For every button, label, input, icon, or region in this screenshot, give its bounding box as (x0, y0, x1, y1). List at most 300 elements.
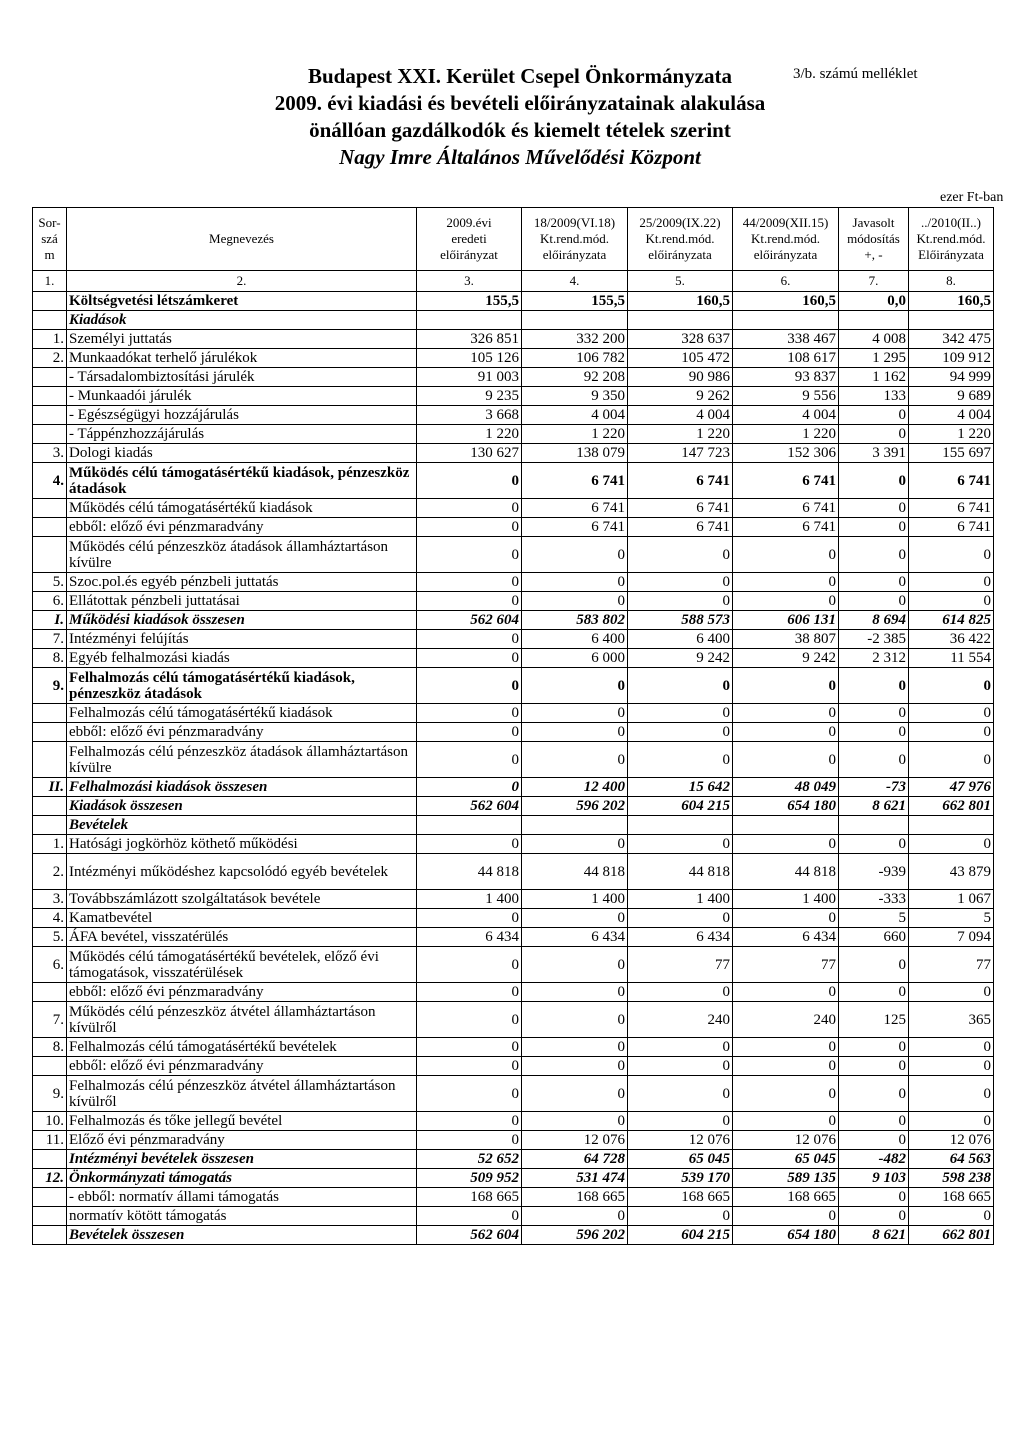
row-number: 4. (33, 463, 67, 499)
row-number: 8. (33, 1038, 67, 1057)
title-line-2: 2009. évi kiadási és bevételi előirányzatainak alakulása (274, 91, 766, 115)
row-label: Egyéb felhalmozási kiadás (67, 649, 417, 668)
row-value-col-6: 0 (733, 1057, 839, 1076)
row-value-col-4: 1 400 (522, 890, 628, 909)
row-value-col-5: 6 741 (628, 463, 733, 499)
row-value-col-5: 0 (628, 668, 733, 704)
row-value-col-8: 0 (909, 1076, 994, 1112)
row-value-col-3: 0 (417, 742, 522, 778)
row-number (33, 816, 67, 835)
row-value-col-6: 44 818 (733, 854, 839, 890)
row-value-col-8: 6 741 (909, 463, 994, 499)
table-row (33, 890, 994, 909)
row-value-col-7: -333 (839, 890, 909, 909)
table-row (33, 649, 994, 668)
row-number (33, 292, 67, 311)
table-row (33, 704, 994, 723)
table-row (33, 909, 994, 928)
row-value-col-6: 0 (733, 742, 839, 778)
table-row (33, 1131, 994, 1150)
colnum-4: 4. (522, 271, 628, 292)
table-row (33, 1112, 994, 1131)
row-label: Működési kiadások összesen (67, 611, 417, 630)
table-row (33, 1207, 994, 1226)
row-value-col-8: 0 (909, 742, 994, 778)
table-row (33, 592, 994, 611)
row-number (33, 1207, 67, 1226)
row-number: 5. (33, 573, 67, 592)
row-value-col-8: 0 (909, 835, 994, 854)
row-value-col-6: 6 741 (733, 499, 839, 518)
row-value-col-8: 0 (909, 537, 994, 573)
row-number: 8. (33, 649, 67, 668)
table-row (33, 537, 994, 573)
row-value-col-5: 0 (628, 742, 733, 778)
row-value-col-6 (733, 311, 839, 330)
row-value-col-4 (522, 311, 628, 330)
row-value-col-6: 0 (733, 537, 839, 573)
row-label: Felhalmozás célú pénzeszköz átadások államháztartáson kívülre (67, 742, 417, 778)
colnum-5: 5. (628, 271, 733, 292)
row-value-col-5: 147 723 (628, 444, 733, 463)
row-label: Intézményi bevételek összesen (67, 1150, 417, 1169)
row-value-col-8: 5 (909, 909, 994, 928)
row-value-col-3: 0 (417, 835, 522, 854)
row-number: 2. (33, 349, 67, 368)
row-value-col-3: 0 (417, 537, 522, 573)
row-value-col-6: 160,5 (733, 292, 839, 311)
row-value-col-7: 0 (839, 835, 909, 854)
row-value-col-6: 38 807 (733, 630, 839, 649)
row-value-col-7: 0 (839, 1207, 909, 1226)
row-value-col-8: 0 (909, 983, 994, 1002)
row-value-col-5: 90 986 (628, 368, 733, 387)
row-value-col-4: 155,5 (522, 292, 628, 311)
row-number: 4. (33, 909, 67, 928)
row-label: ebből: előző évi pénzmaradvány (67, 1057, 417, 1076)
row-value-col-8: 109 912 (909, 349, 994, 368)
row-label: ÁFA bevétel, visszatérülés (67, 928, 417, 947)
row-value-col-7: 0 (839, 425, 909, 444)
row-number (33, 406, 67, 425)
row-number: 2. (33, 854, 67, 890)
row-value-col-3: 326 851 (417, 330, 522, 349)
row-value-col-8: 0 (909, 1207, 994, 1226)
row-value-col-6: 9 556 (733, 387, 839, 406)
row-value-col-4: 0 (522, 947, 628, 983)
row-value-col-4: 0 (522, 1076, 628, 1112)
row-label: Munkaadókat terhelő járulékok (67, 349, 417, 368)
table-row (33, 311, 994, 330)
table-row (33, 1150, 994, 1169)
row-value-col-8: 12 076 (909, 1131, 994, 1150)
row-value-col-3: 0 (417, 649, 522, 668)
row-number: 1. (33, 330, 67, 349)
row-value-col-3: 168 665 (417, 1188, 522, 1207)
row-label: Működés célú támogatásértékű bevételek, előző évi támogatások, visszatérülések (67, 947, 417, 983)
row-value-col-4: 9 350 (522, 387, 628, 406)
row-value-col-6: 12 076 (733, 1131, 839, 1150)
row-value-col-4: 0 (522, 537, 628, 573)
row-value-col-4: 0 (522, 1002, 628, 1038)
row-number (33, 499, 67, 518)
table-row (33, 630, 994, 649)
row-value-col-6: 0 (733, 723, 839, 742)
row-value-col-4: 4 004 (522, 406, 628, 425)
row-value-col-5: 65 045 (628, 1150, 733, 1169)
table-row (33, 518, 994, 537)
row-value-col-7: 8 621 (839, 797, 909, 816)
row-value-col-7: -939 (839, 854, 909, 890)
table-row (33, 406, 994, 425)
row-number: I. (33, 611, 67, 630)
table-row (33, 499, 994, 518)
row-value-col-3: 1 400 (417, 890, 522, 909)
row-value-col-4: 0 (522, 909, 628, 928)
row-value-col-4: 531 474 (522, 1169, 628, 1188)
header-mod-1: 18/2009(VI.18) Kt.rend.mód. előirányzata (522, 208, 628, 271)
row-value-col-7: 0 (839, 406, 909, 425)
row-value-col-3: 6 434 (417, 928, 522, 947)
row-value-col-4 (522, 816, 628, 835)
row-value-col-8: 77 (909, 947, 994, 983)
table-row (33, 928, 994, 947)
row-value-col-7: -73 (839, 778, 909, 797)
row-label: Felhalmozás és tőke jellegű bevétel (67, 1112, 417, 1131)
table-row (33, 463, 994, 499)
row-value-col-7: 0 (839, 1188, 909, 1207)
row-number (33, 368, 67, 387)
row-value-col-6: 589 135 (733, 1169, 839, 1188)
row-value-col-7: 0 (839, 1112, 909, 1131)
row-number (33, 1150, 67, 1169)
row-value-col-8: 1 067 (909, 890, 994, 909)
row-number: II. (33, 778, 67, 797)
row-value-col-3: 155,5 (417, 292, 522, 311)
table-header (33, 208, 994, 292)
row-value-col-8: 0 (909, 668, 994, 704)
row-value-col-6: 48 049 (733, 778, 839, 797)
row-number (33, 983, 67, 1002)
row-value-col-4: 12 076 (522, 1131, 628, 1150)
row-value-col-5: 0 (628, 573, 733, 592)
table-row (33, 854, 994, 890)
row-value-col-6: 77 (733, 947, 839, 983)
row-value-col-6: 1 220 (733, 425, 839, 444)
table-row (33, 983, 994, 1002)
row-value-col-7: 0 (839, 1038, 909, 1057)
row-value-col-8: 662 801 (909, 797, 994, 816)
row-number: 9. (33, 668, 67, 704)
table-row (33, 778, 994, 797)
row-number: 7. (33, 630, 67, 649)
row-value-col-3: 0 (417, 947, 522, 983)
row-label: Kiadások összesen (67, 797, 417, 816)
row-value-col-3: 0 (417, 668, 522, 704)
row-value-col-3: 1 220 (417, 425, 522, 444)
row-value-col-7: 0 (839, 947, 909, 983)
row-value-col-3: 44 818 (417, 854, 522, 890)
row-label: - ebből: normatív állami támogatás (67, 1188, 417, 1207)
row-value-col-8: 9 689 (909, 387, 994, 406)
row-value-col-8: 36 422 (909, 630, 994, 649)
budget-table (32, 207, 994, 1245)
row-value-col-4: 106 782 (522, 349, 628, 368)
table-row (33, 611, 994, 630)
row-value-col-5: 105 472 (628, 349, 733, 368)
row-value-col-5: 0 (628, 1038, 733, 1057)
row-value-col-5: 12 076 (628, 1131, 733, 1150)
row-value-col-7: 0 (839, 1057, 909, 1076)
row-value-col-6: 93 837 (733, 368, 839, 387)
row-value-col-3: 562 604 (417, 611, 522, 630)
row-number: 7. (33, 1002, 67, 1038)
header-mod-2: 25/2009(IX.22) Kt.rend.mód. előirányzata (628, 208, 733, 271)
row-value-col-5: 588 573 (628, 611, 733, 630)
row-value-col-8: 0 (909, 573, 994, 592)
row-label: - Táppénzhozzájárulás (67, 425, 417, 444)
row-value-col-6: 6 741 (733, 518, 839, 537)
row-label: - Társadalombiztosítási járulék (67, 368, 417, 387)
row-value-col-8: 43 879 (909, 854, 994, 890)
row-value-col-6: 0 (733, 983, 839, 1002)
row-label: Költségvetési létszámkeret (67, 292, 417, 311)
row-number (33, 704, 67, 723)
row-value-col-3: 0 (417, 1076, 522, 1112)
table-row (33, 723, 994, 742)
row-value-col-6: 654 180 (733, 1226, 839, 1245)
row-label: Dologi kiadás (67, 444, 417, 463)
row-value-col-4: 0 (522, 1038, 628, 1057)
row-value-col-8: 365 (909, 1002, 994, 1038)
row-number (33, 1226, 67, 1245)
row-value-col-6: 152 306 (733, 444, 839, 463)
row-number (33, 797, 67, 816)
row-value-col-7: 0 (839, 499, 909, 518)
row-value-col-6: 6 434 (733, 928, 839, 947)
table-row (33, 797, 994, 816)
row-value-col-3: 3 668 (417, 406, 522, 425)
row-value-col-7: -482 (839, 1150, 909, 1169)
table-row (33, 444, 994, 463)
row-value-col-5 (628, 311, 733, 330)
row-value-col-3: 0 (417, 983, 522, 1002)
row-value-col-7: 0 (839, 592, 909, 611)
row-value-col-5: 0 (628, 723, 733, 742)
row-label: Működés célú pénzeszköz átadások államháztartáson kívülre (67, 537, 417, 573)
row-value-col-6: 0 (733, 1112, 839, 1131)
row-label: Működés célú támogatásértékű kiadások, pénzeszköz átadások (67, 463, 417, 499)
colnum-6: 6. (733, 271, 839, 292)
row-value-col-7: 4 008 (839, 330, 909, 349)
row-label: Felhalmozás célú pénzeszköz átvétel államháztartáson kívülről (67, 1076, 417, 1112)
row-value-col-5: 6 434 (628, 928, 733, 947)
title-line-3: önállóan gazdálkodók és kiemelt tételek szerint (309, 118, 731, 142)
row-value-col-5: 77 (628, 947, 733, 983)
row-value-col-6: 4 004 (733, 406, 839, 425)
row-value-col-7: 9 103 (839, 1169, 909, 1188)
row-value-col-4: 596 202 (522, 797, 628, 816)
row-value-col-3: 0 (417, 463, 522, 499)
row-value-col-7: 0 (839, 537, 909, 573)
row-value-col-8: 342 475 (909, 330, 994, 349)
row-number (33, 723, 67, 742)
row-number (33, 1188, 67, 1207)
table-row (33, 835, 994, 854)
row-value-col-3 (417, 311, 522, 330)
row-value-col-6: 0 (733, 668, 839, 704)
row-value-col-5: 160,5 (628, 292, 733, 311)
row-label: - Munkaadói járulék (67, 387, 417, 406)
table-row (33, 387, 994, 406)
row-value-col-3: 0 (417, 1038, 522, 1057)
row-value-col-4: 332 200 (522, 330, 628, 349)
row-value-col-5: 44 818 (628, 854, 733, 890)
row-value-col-3 (417, 816, 522, 835)
row-number (33, 1057, 67, 1076)
document-title-block (200, 63, 840, 171)
row-value-col-7: 5 (839, 909, 909, 928)
row-value-col-5: 9 242 (628, 649, 733, 668)
annex-number: 3/b. számú melléklet (793, 66, 918, 82)
row-value-col-7: 133 (839, 387, 909, 406)
row-value-col-5: 604 215 (628, 797, 733, 816)
row-label: Bevételek összesen (67, 1226, 417, 1245)
row-label: Bevételek (67, 816, 417, 835)
row-value-col-4: 6 400 (522, 630, 628, 649)
row-value-col-4: 0 (522, 704, 628, 723)
row-value-col-3: 509 952 (417, 1169, 522, 1188)
row-value-col-5: 0 (628, 592, 733, 611)
header-mod-3: 44/2009(XII.15) Kt.rend.mód. előirányzata (733, 208, 839, 271)
row-value-col-7: 0 (839, 1076, 909, 1112)
table-row (33, 1169, 994, 1188)
row-label: ebből: előző évi pénzmaradvány (67, 518, 417, 537)
row-label: normatív kötött támogatás (67, 1207, 417, 1226)
row-value-col-6: 606 131 (733, 611, 839, 630)
row-number: 3. (33, 444, 67, 463)
row-label: ebből: előző évi pénzmaradvány (67, 723, 417, 742)
row-label: Ellátottak pénzbeli juttatásai (67, 592, 417, 611)
row-value-col-8: 160,5 (909, 292, 994, 311)
row-value-col-8: 0 (909, 704, 994, 723)
row-value-col-4: 168 665 (522, 1188, 628, 1207)
row-value-col-5: 168 665 (628, 1188, 733, 1207)
colnum-3: 3. (417, 271, 522, 292)
row-value-col-3: 562 604 (417, 797, 522, 816)
row-label: Hatósági jogkörhöz köthető működési (67, 835, 417, 854)
row-value-col-4: 92 208 (522, 368, 628, 387)
row-value-col-6: 0 (733, 1076, 839, 1112)
row-label: Személyi juttatás (67, 330, 417, 349)
row-value-col-7: 3 391 (839, 444, 909, 463)
row-label: Működés célú pénzeszköz átvétel államháztartáson kívülről (67, 1002, 417, 1038)
table-row (33, 292, 994, 311)
table-row (33, 1057, 994, 1076)
institution-name: Nagy Imre Általános Művelődési Központ (339, 145, 701, 169)
table-row (33, 425, 994, 444)
row-label: Felhalmozási kiadások összesen (67, 778, 417, 797)
row-number: 1. (33, 835, 67, 854)
row-value-col-5: 328 637 (628, 330, 733, 349)
row-value-col-5 (628, 816, 733, 835)
row-value-col-7: 0 (839, 704, 909, 723)
table-row (33, 1002, 994, 1038)
row-value-col-7: 0 (839, 463, 909, 499)
row-value-col-4: 0 (522, 573, 628, 592)
row-value-col-5: 1 400 (628, 890, 733, 909)
row-label: Szoc.pol.és egyéb pénzbeli juttatás (67, 573, 417, 592)
colnum-7: 7. (839, 271, 909, 292)
row-value-col-5: 0 (628, 1076, 733, 1112)
row-value-col-4: 0 (522, 1207, 628, 1226)
header-row-number: Sor- szá m (33, 208, 67, 271)
table-row (33, 573, 994, 592)
row-value-col-3: 91 003 (417, 368, 522, 387)
row-number: 6. (33, 592, 67, 611)
row-value-col-5: 0 (628, 1112, 733, 1131)
row-value-col-6: 240 (733, 1002, 839, 1038)
row-number: 5. (33, 928, 67, 947)
row-label: Intézményi felújítás (67, 630, 417, 649)
row-value-col-8: 7 094 (909, 928, 994, 947)
header-proposed: Javasolt módosítás +, - (839, 208, 909, 271)
row-value-col-8: 1 220 (909, 425, 994, 444)
row-value-col-3: 0 (417, 1112, 522, 1131)
header-original: 2009.évi eredeti előirányzat (417, 208, 522, 271)
row-label: Intézményi működéshez kapcsolódó egyéb bevételek (67, 854, 417, 890)
row-value-col-8: 598 238 (909, 1169, 994, 1188)
row-number: 9. (33, 1076, 67, 1112)
row-value-col-4: 64 728 (522, 1150, 628, 1169)
row-label: Felhalmozás célú támogatásértékű bevételek (67, 1038, 417, 1057)
table-row (33, 1076, 994, 1112)
row-value-col-8: 0 (909, 1057, 994, 1076)
row-value-col-5: 0 (628, 983, 733, 1002)
row-number: 6. (33, 947, 67, 983)
header-name: Megnevezés (67, 208, 417, 271)
row-value-col-4: 6 741 (522, 463, 628, 499)
row-value-col-8: 0 (909, 1112, 994, 1131)
row-value-col-3: 0 (417, 1207, 522, 1226)
row-value-col-6 (733, 816, 839, 835)
row-value-col-3: 0 (417, 518, 522, 537)
row-value-col-7: 660 (839, 928, 909, 947)
row-value-col-8 (909, 816, 994, 835)
row-value-col-7: 2 312 (839, 649, 909, 668)
row-value-col-7: 0 (839, 723, 909, 742)
row-value-col-5: 0 (628, 1057, 733, 1076)
row-value-col-5: 240 (628, 1002, 733, 1038)
row-label: Felhalmozás célú támogatásértékű kiadások (67, 704, 417, 723)
row-value-col-4: 583 802 (522, 611, 628, 630)
row-value-col-6: 1 400 (733, 890, 839, 909)
row-value-col-6: 654 180 (733, 797, 839, 816)
table-row (33, 947, 994, 983)
row-value-col-5: 0 (628, 537, 733, 573)
row-value-col-6: 108 617 (733, 349, 839, 368)
row-value-col-8: 168 665 (909, 1188, 994, 1207)
row-value-col-3: 0 (417, 1002, 522, 1038)
row-value-col-5: 539 170 (628, 1169, 733, 1188)
row-value-col-3: 0 (417, 704, 522, 723)
row-value-col-3: 0 (417, 909, 522, 928)
row-value-col-5: 15 642 (628, 778, 733, 797)
colnum-1: 1. (33, 271, 67, 292)
row-value-col-7: 0 (839, 983, 909, 1002)
row-value-col-3: 0 (417, 630, 522, 649)
row-label: Működés célú támogatásértékű kiadások (67, 499, 417, 518)
